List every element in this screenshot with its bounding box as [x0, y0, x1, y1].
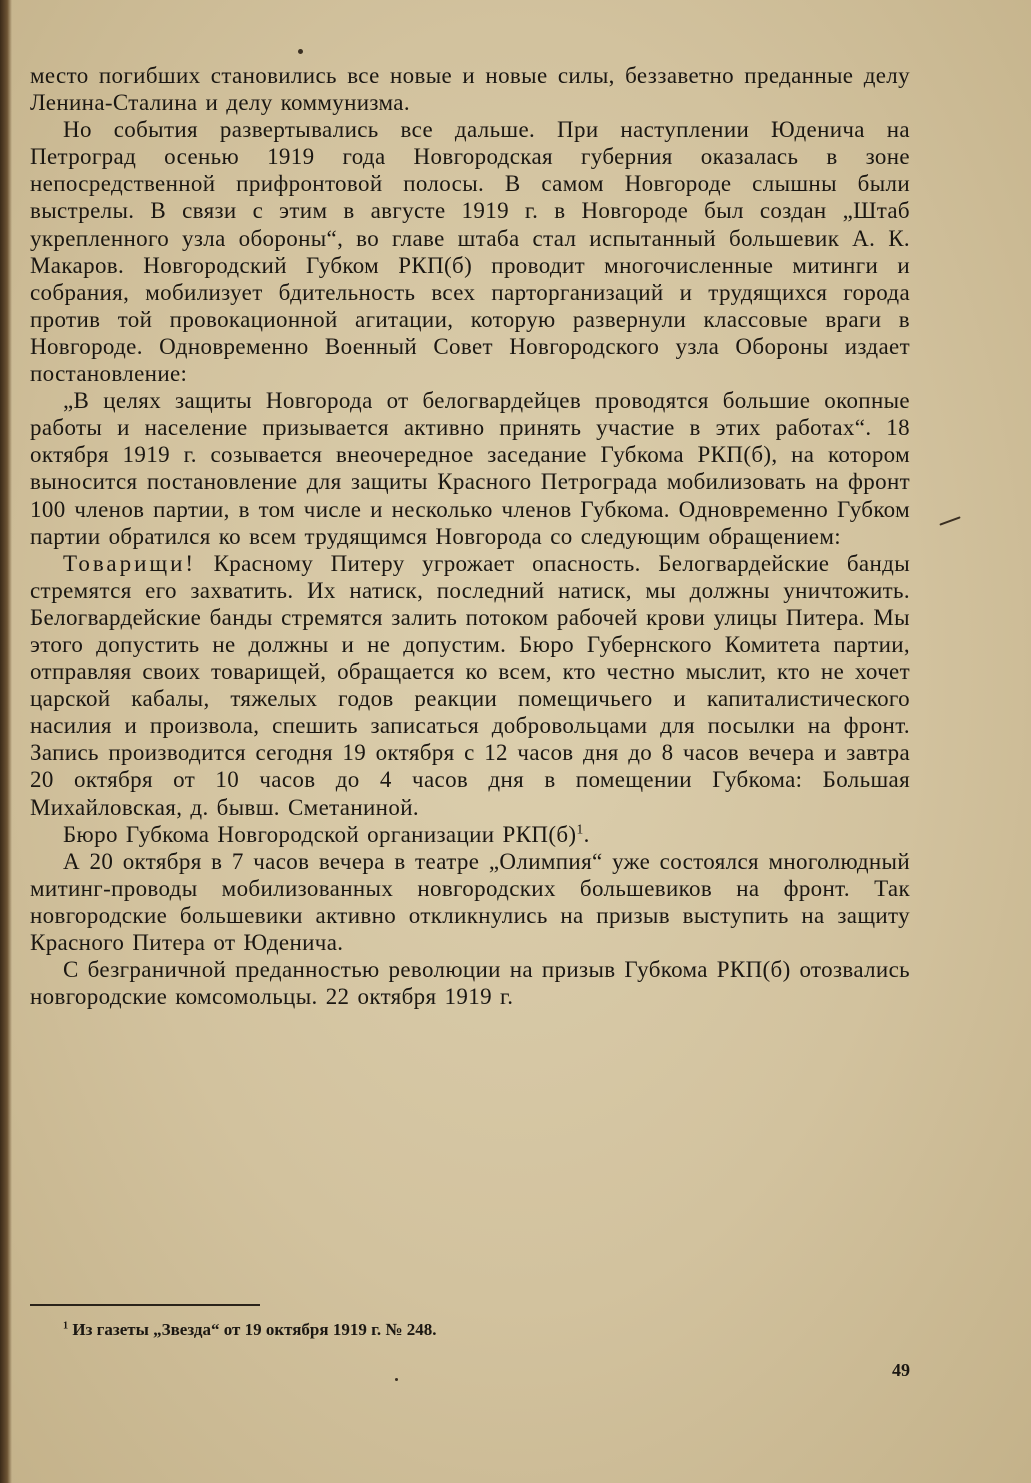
appeal-salutation: Товарищи! [63, 550, 197, 576]
footnote-divider [30, 1304, 260, 1306]
footnote-text: Из газеты „Звезда“ от 19 октября 1919 г. № 248. [68, 1320, 437, 1339]
ink-speck [939, 516, 960, 525]
body-text [30, 62, 910, 1010]
footnote-reference: 1 [576, 820, 584, 836]
appeal-text: Красному Питеру угрожает опасность. Белогвардейские банды стремятся его захватить. Их натиск, последний натиск, мы должны уничтожить. Белогвардейские банды стремятся залить потоком рабочей крови улицы Питера. Мы этого допустить не должны и не допустим. Бюро Губернского Комитета партии, отправляя своих товарищей, обращается ко всем, кто честно мыслит, кто не хочет царской кабалы, тяжелых годов реакции помещичьего и капиталистического насилия и произвола, спешить записаться добровольцами для посылки на фронт. Запись производится сегодня 19 октября с 12 часов дня до 8 часов вечера и завтра 20 октября от 10 часов до 4 часов дня в помещении Губкома: Большая Михайловская, д. бывш. Сметаниной. [30, 550, 910, 820]
signature-text: Бюро Губкома Новгородской организации РКП(б) [63, 821, 577, 847]
page-number: 49 [892, 1360, 910, 1380]
paragraph: место погибших становились все новые и новые силы, беззаветно преданные делу Ленина-Сталина и делу коммунизма. [30, 63, 910, 116]
appeal-paragraph [30, 550, 910, 821]
paragraph: Но события развертывались все дальше. При наступлении Юденича на Петроград осенью 1919 года Новгородская губерния оказалась в зоне непосредственной прифронтовой полосы. В самом Новгороде слышны были выстрелы. В связи с этим в августе 1919 г. в Новгороде был создан „Штаб укрепленного узла обороны“, во главе штаба стал испытанный большевик А. К. Макаров. Новгородский Губком РКП(б) проводит многочисленные митинги и собрания, мобилизует бдительность всех парторганизаций и трудящихся города против той провокационной агитации, которую развернули классовые враги в Новгороде. Одновременно Военный Совет Новгородского узла Обороны издает постановление: [30, 117, 910, 387]
signature-tail: . [583, 821, 590, 847]
signature-paragraph [30, 821, 910, 848]
ink-speck [395, 1378, 398, 1381]
footnote-marker: 1 [63, 1320, 69, 1332]
paragraph: „В целях защиты Новгорода от белогвардейцев проводятся большие окопные работы и население призывается активно принять участие в этих работах“. 18 октября 1919 г. созывается внеочередное заседание Губкома РКП(б), на котором выносится постановление для защиты Красного Петрограда мобилизовать на фронт 100 членов партии, в том числе и несколько членов Губкома. Одновременно Губком партии обратился ко всем трудящимся Новгорода со следующим обращением: [30, 388, 910, 549]
paragraph: С безграничной преданностью революции на призыв Губкома РКП(б) отозвались новгородские комсомольцы. 22 октября 1919 г. [30, 957, 910, 1010]
paragraph: А 20 октября в 7 часов вечера в театре „Олимпия“ уже состоялся многолюдный митинг-проводы мобилизованных новгородских большевиков на фронт. Так новгородские большевики активно откликнулись на призыв выступить на защиту Красного Питера от Юденича. [30, 848, 910, 955]
footnote [63, 1318, 903, 1342]
ink-speck [298, 49, 303, 54]
binding-edge [0, 0, 12, 1483]
